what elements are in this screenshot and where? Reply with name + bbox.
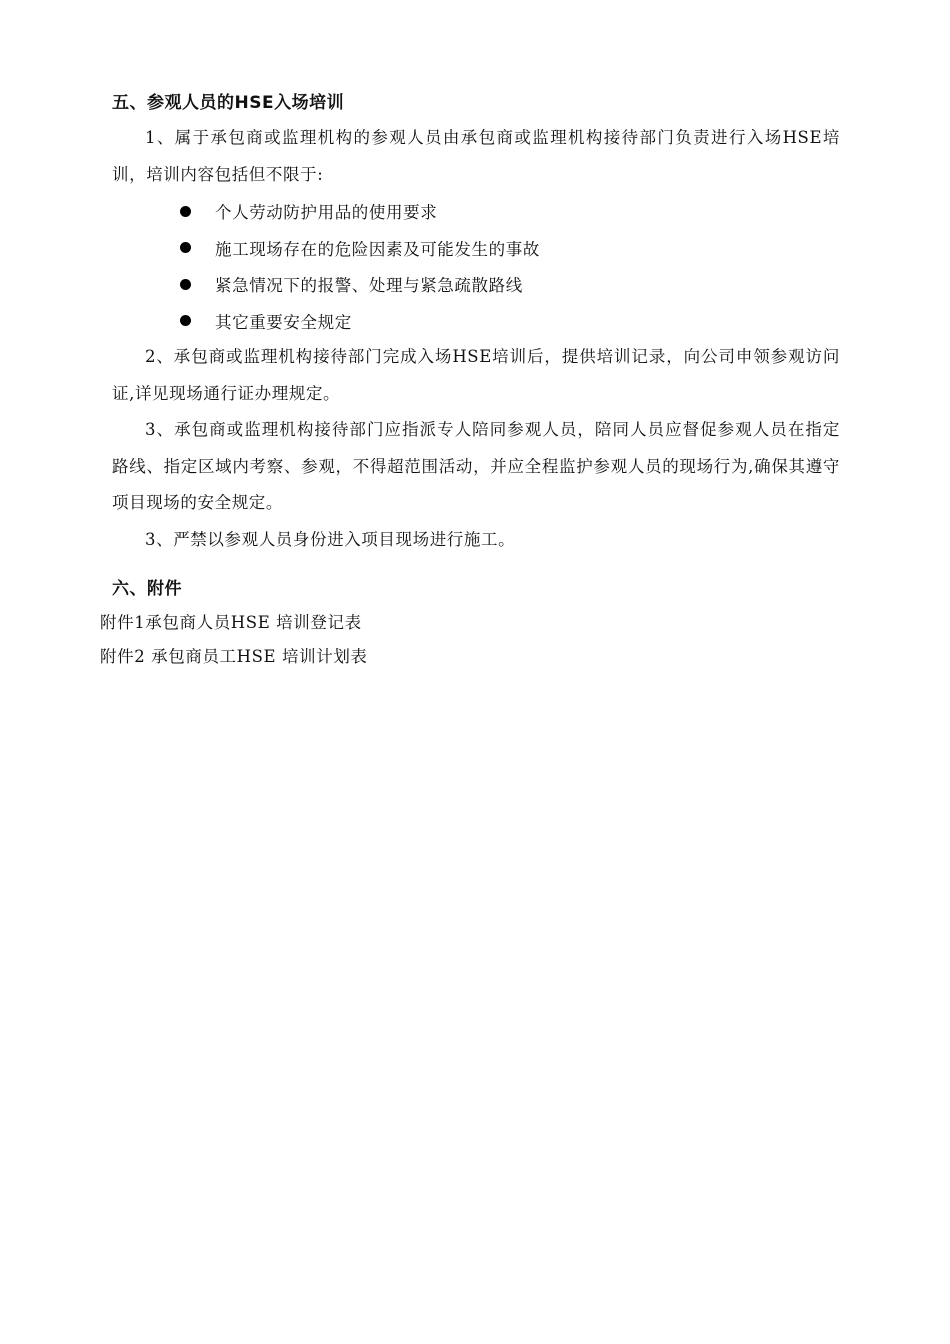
list-item	[180, 193, 840, 230]
attachment-item-2: 附件2 承包商员工HSE 培训计划表	[100, 647, 368, 666]
list-item	[180, 303, 840, 340]
list-item-text: 其它重要安全规定	[215, 312, 352, 332]
paragraph-4: 3、严禁以参观人员身份进入项目现场进行施工。	[145, 529, 516, 549]
list-item	[180, 230, 840, 267]
training-content-list	[112, 193, 840, 339]
bullet-icon	[180, 242, 191, 253]
section-6-title: 六、附件	[112, 579, 182, 599]
list-item	[180, 266, 840, 303]
section-5-title: 五、参观人员的HSE入场培训	[112, 93, 345, 113]
list-item-text: 个人劳动防护用品的使用要求	[215, 203, 438, 223]
attachment-item-1: 附件1承包商人员HSE 培训登记表	[100, 613, 362, 632]
list-item-text: 施工现场存在的危险因素及可能发生的事故	[215, 239, 540, 259]
paragraph-3: 3、承包商或监理机构接待部门应指派专人陪同参观人员，陪同人员应督促参观人员在指定路线、指定区域内考察、参观，不得超范围活动，并应全程监护参观人员的现场行为,确保其遵守项目现场的安全规定。	[112, 420, 840, 512]
list-item-text: 紧急情况下的报警、处理与紧急疏散路线	[215, 276, 523, 296]
bullet-icon	[180, 315, 191, 326]
bullet-icon	[180, 279, 191, 290]
paragraph-2: 2、承包商或监理机构接待部门完成入场HSE培训后，提供培训记录，向公司申领参观访问证,详见现场通行证办理规定。	[112, 347, 840, 403]
attachment-list	[100, 606, 840, 674]
paragraph-1: 1、属于承包商或监理机构的参观人员由承包商或监理机构接待部门负责进行入场HSE培训，培训内容包括但不限于:	[112, 128, 840, 184]
document-body	[112, 86, 840, 606]
bullet-icon	[180, 206, 191, 217]
